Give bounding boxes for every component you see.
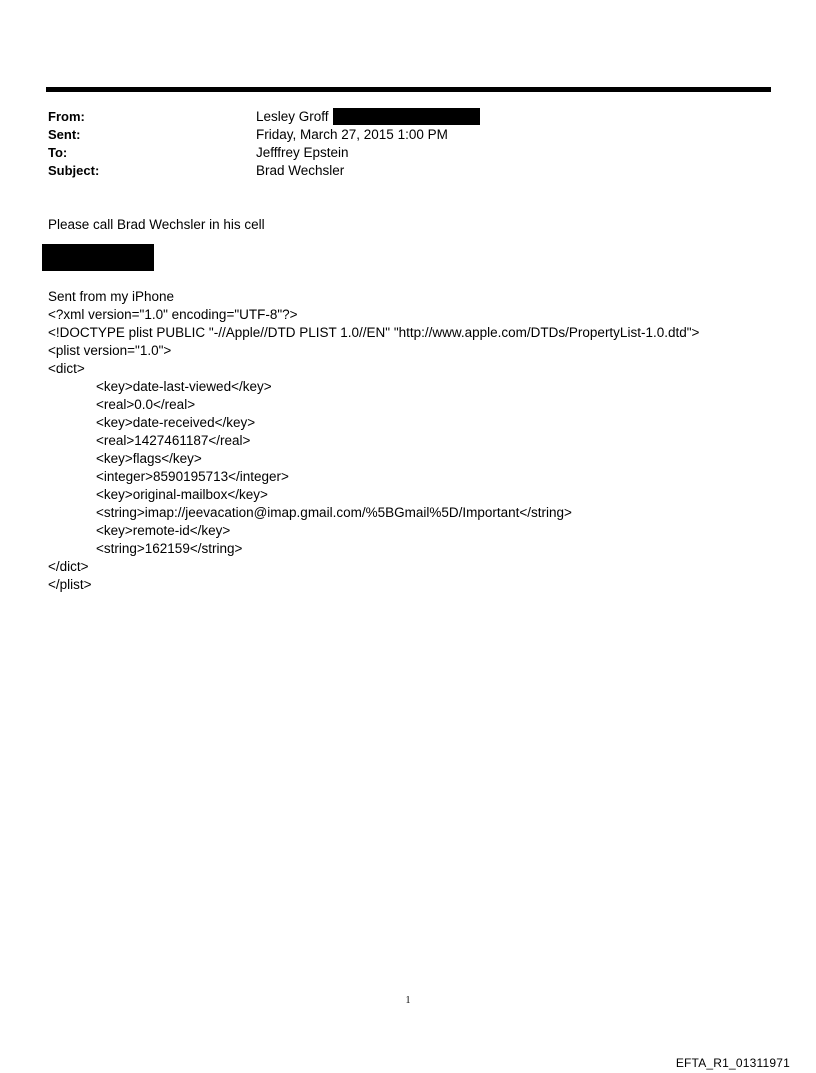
signature-text: Sent from my iPhone	[48, 289, 175, 304]
plist-line: <?xml version="1.0" encoding="UTF-8"?>	[48, 307, 298, 322]
message-text: Please call Brad Wechsler in his cell	[48, 217, 265, 232]
sent-label: Sent:	[48, 127, 81, 142]
plist-line: <integer>8590195713</integer>	[96, 469, 289, 484]
plist-line: <key>flags</key>	[96, 451, 202, 466]
to-label: To:	[48, 145, 68, 160]
plist-line: <real>1427461187</real>	[96, 433, 251, 448]
subject-label: Subject:	[48, 163, 100, 178]
page-number: 1	[405, 995, 411, 1006]
plist-line: <plist version="1.0">	[48, 343, 172, 358]
from-label: From:	[48, 109, 85, 124]
to-value: Jefffrey Epstein	[256, 145, 349, 160]
plist-line: <key>date-last-viewed</key>	[96, 379, 272, 394]
redaction-phone-number	[42, 244, 154, 271]
subject-value: Brad Wechsler	[256, 163, 345, 178]
plist-line: <string>162159</string>	[96, 541, 243, 556]
sent-value: Friday, March 27, 2015 1:00 PM	[256, 127, 448, 142]
plist-line: <real>0.0</real>	[96, 397, 196, 412]
plist-line: </plist>	[48, 577, 92, 592]
plist-line: <dict>	[48, 361, 85, 376]
from-value: Lesley Groff	[256, 109, 329, 124]
redaction-from-email	[333, 108, 480, 125]
plist-line: <key>date-received</key>	[96, 415, 256, 430]
header-rule	[46, 87, 771, 92]
plist-line: </dict>	[48, 559, 89, 574]
plist-line: <!DOCTYPE plist PUBLIC "-//Apple//DTD PLIST 1.0//EN" "http://www.apple.com/DTDs/PropertyList-1.0.dtd">	[48, 325, 700, 340]
plist-line: <key>remote-id</key>	[96, 523, 231, 538]
plist-line: <string>imap://jeevacation@imap.gmail.com/%5BGmail%5D/Important</string>	[96, 505, 572, 520]
plist-line: <key>original-mailbox</key>	[96, 487, 268, 502]
bates-number: EFTA_R1_01311971	[675, 1056, 790, 1070]
